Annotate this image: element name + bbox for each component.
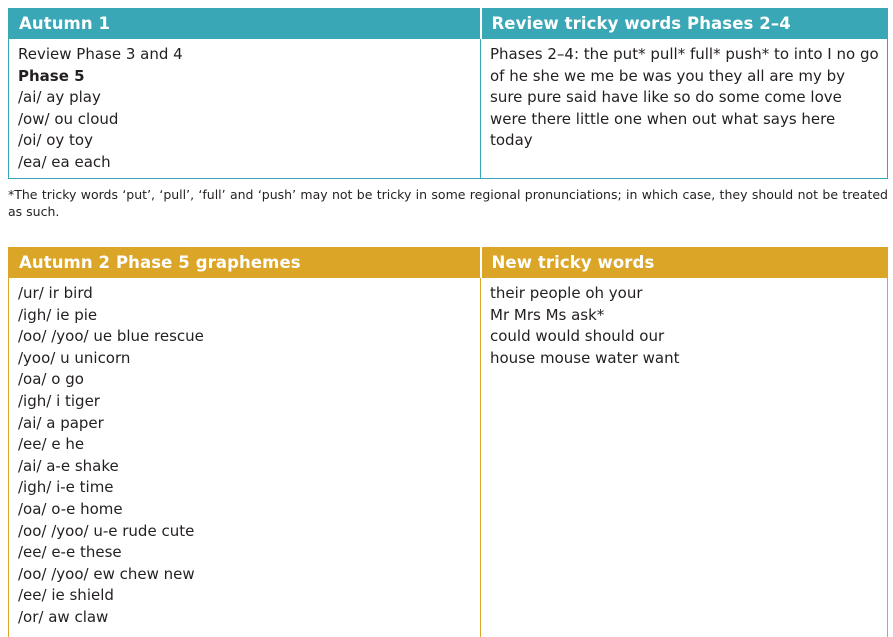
grapheme-line: /yoo/ u unicorn [18,348,131,367]
grapheme-line: /igh/ i-e time [18,478,114,497]
grapheme-line: /ee/ ie shield [18,586,114,605]
grapheme-line: /ai/ a paper [18,413,104,432]
autumn2-body-row [9,278,888,637]
footnote: *The tricky words ‘put’, ‘pull’, ‘full’ and ‘push’ may not be tricky in some regional pronunciations; in which case, they should not be treated as such. [8,187,888,219]
autumn1-line-3: /ow/ ou cloud [18,109,119,128]
autumn1-header-row [9,9,888,39]
tricky-word-line: Mr Mrs Ms ask* [490,305,605,324]
autumn2-right-cell [481,278,888,637]
autumn2-table [8,247,888,637]
autumn1-table [8,8,888,179]
grapheme-line: /oo/ /yoo/ ue blue rescue [18,327,204,346]
autumn1-line-4: /oi/ oy toy [18,131,93,150]
grapheme-line: /igh/ i tiger [18,391,100,410]
autumn2-left-cell [9,278,481,637]
review-tricky-words-text: Phases 2–4: the put* pull* full* push* to into I no go of he she we me be was you they all are my by sure pure said have like so do some come love were there little one when out what says here today [490,45,879,150]
grapheme-line: /ur/ ir bird [18,284,93,302]
autumn1-body-row [9,39,888,179]
grapheme-line: /oa/ o go [18,370,84,389]
autumn1-line-2: /ai/ ay play [18,88,101,107]
tricky-word-line: their people oh your [490,284,643,302]
grapheme-line: /ee/ e-e these [18,543,122,562]
grapheme-line: /ee/ e he [18,435,85,454]
tricky-word-line: could would should our [490,327,665,346]
autumn1-left-cell [9,39,481,179]
autumn1-header-right: Review tricky words Phases 2–4 [481,9,888,39]
grapheme-line: /oa/ o-e home [18,499,123,518]
grapheme-line: /oo/ /yoo/ ew chew new [18,564,195,583]
autumn2-header-left: Autumn 2 Phase 5 graphemes [9,248,481,278]
autumn2-header-row [9,248,888,278]
autumn1-line-0: Review Phase 3 and 4 [18,45,183,63]
autumn1-right-cell [481,39,888,179]
autumn1-header-left: Autumn 1 [9,9,481,39]
grapheme-line: /ai/ a-e shake [18,456,119,475]
autumn2-header-right: New tricky words [481,248,888,278]
grapheme-line: /oo/ /yoo/ u-e rude cute [18,521,195,540]
grapheme-line: /or/ aw claw [18,607,109,626]
grapheme-line: /igh/ ie pie [18,305,98,324]
autumn1-line-5: /ea/ ea each [18,152,111,171]
tricky-word-line: house mouse water want [490,348,680,367]
autumn1-line-1: Phase 5 [18,66,85,85]
